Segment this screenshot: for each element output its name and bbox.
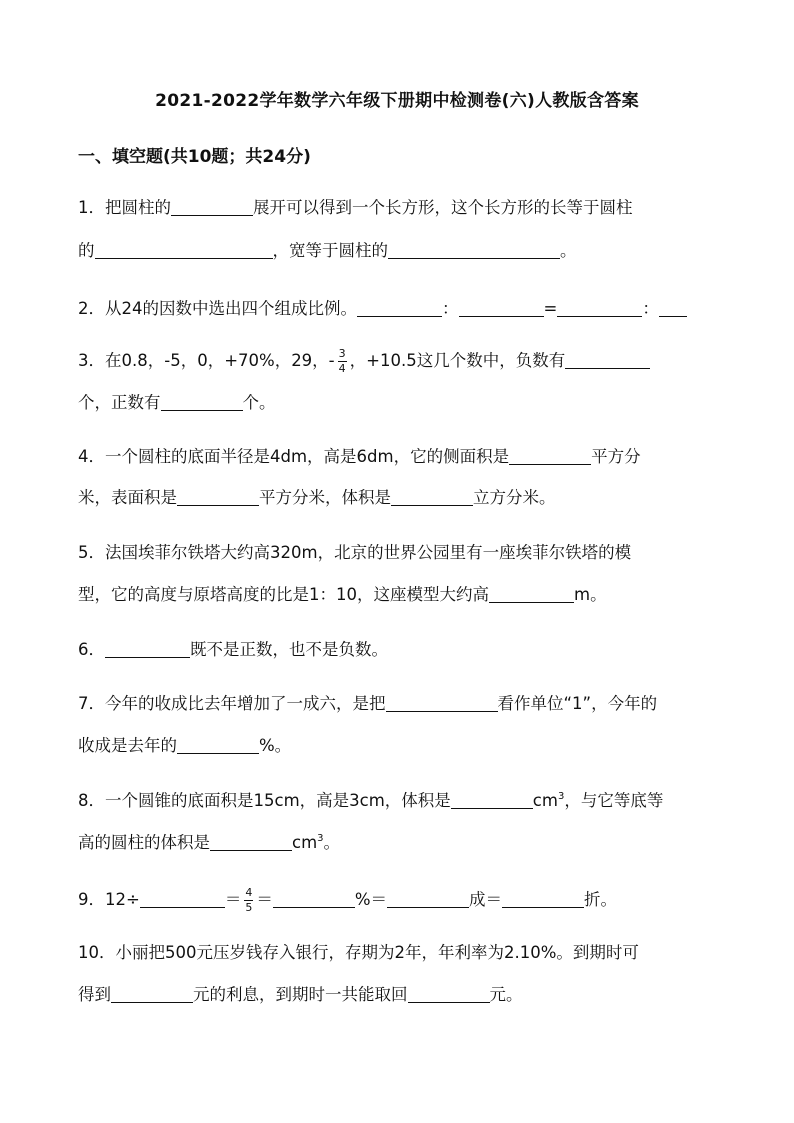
answer-blank[interactable] bbox=[357, 300, 442, 317]
question-number: 7． bbox=[78, 694, 105, 713]
question-number: 9． bbox=[78, 890, 105, 909]
answer-blank[interactable] bbox=[111, 986, 193, 1003]
question-8-line-1: 8．一个圆锥的底面积是15cm，高是3cm，体积是 $cm^3$，与它等底等 bbox=[78, 791, 664, 810]
question-8-line-2: 高的圆柱的体积是 $cm^3$。 bbox=[78, 833, 341, 852]
question-6: 6． 既不是正数，也不是负数。 bbox=[78, 640, 388, 659]
answer-blank[interactable] bbox=[391, 489, 473, 506]
question-number: 6． bbox=[78, 640, 105, 659]
answer-blank[interactable] bbox=[451, 792, 533, 809]
answer-blank[interactable] bbox=[171, 199, 253, 216]
answer-blank[interactable] bbox=[210, 834, 292, 851]
answer-blank[interactable] bbox=[557, 300, 642, 317]
answer-blank[interactable] bbox=[95, 242, 273, 259]
question-1-line-1: 1．把圆柱的 展开可以得到一个长方形，这个长方形的长等于圆柱 bbox=[78, 198, 633, 217]
question-3-line-1: 3．在0.8，-5，0，+70%，29，- $\frac{3}{4}$ ，+10.5这几个数中，负数有 bbox=[78, 348, 650, 375]
answer-blank[interactable] bbox=[177, 489, 259, 506]
question-number: 8． bbox=[78, 791, 105, 810]
question-10-line-1: 10．小丽把500元压岁钱存入银行，存期为2年，年利率为2.10%。到期时可 bbox=[78, 943, 639, 962]
answer-blank[interactable] bbox=[177, 737, 259, 754]
fraction: $\frac{3}{4}$ bbox=[338, 347, 346, 375]
answer-blank[interactable] bbox=[161, 394, 243, 411]
question-7-line-1: 7．今年的收成比去年增加了一成六，是把 看作单位“1”，今年的 bbox=[78, 694, 658, 713]
answer-blank[interactable] bbox=[386, 695, 498, 712]
answer-blank[interactable] bbox=[387, 891, 469, 908]
answer-blank[interactable] bbox=[659, 300, 687, 317]
question-2: 2．从24的因数中选出四个组成比例。 ： = ： bbox=[78, 298, 687, 320]
answer-blank[interactable] bbox=[105, 641, 190, 658]
question-number: 3． bbox=[78, 351, 105, 370]
fraction: $\frac{4}{5}$ bbox=[245, 886, 253, 914]
answer-blank[interactable] bbox=[459, 300, 544, 317]
question-1-line-2: 的 ，宽等于圆柱的 。 bbox=[78, 241, 577, 260]
question-7-line-2: 收成是去年的 %。 bbox=[78, 736, 292, 755]
question-number: 5． bbox=[78, 543, 105, 562]
section-heading: 一、填空题(共10题；共24分) bbox=[78, 147, 311, 167]
answer-blank[interactable] bbox=[565, 352, 650, 369]
answer-blank[interactable] bbox=[502, 891, 584, 908]
answer-blank[interactable] bbox=[388, 242, 560, 259]
question-number: 1． bbox=[78, 198, 105, 217]
document-title: 2021-2022学年数学六年级下册期中检测卷(六)人教版含答案 bbox=[155, 91, 639, 111]
answer-blank[interactable] bbox=[489, 586, 574, 603]
question-10-line-2: 得到 元的利息，到期时一共能取回 元。 bbox=[78, 985, 523, 1004]
question-4-line-2: 米，表面积是 平方分米，体积是 立方分米。 bbox=[78, 488, 556, 507]
answer-blank[interactable] bbox=[273, 891, 355, 908]
question-number: 2． bbox=[78, 299, 105, 318]
question-4-line-1: 4．一个圆柱的底面半径是4dm，高是6dm，它的侧面积是 平方分 bbox=[78, 447, 641, 466]
question-number: 10． bbox=[78, 943, 116, 962]
answer-blank[interactable] bbox=[509, 448, 591, 465]
question-5-line-1: 5．法国埃菲尔铁塔大约高320m，北京的世界公园里有一座埃菲尔铁塔的模 bbox=[78, 543, 632, 562]
answer-blank[interactable] bbox=[408, 986, 490, 1003]
question-5-line-2: 型，它的高度与原塔高度的比是1：10，这座模型大约高 m。 bbox=[78, 585, 607, 604]
question-3-line-2: 个，正数有 个。 bbox=[78, 393, 276, 412]
answer-blank[interactable] bbox=[140, 891, 225, 908]
question-number: 4． bbox=[78, 447, 105, 466]
question-9: 9．12÷ ＝ $\frac{4}{5}$ ＝ %＝ 成＝ 折。 bbox=[78, 886, 618, 914]
